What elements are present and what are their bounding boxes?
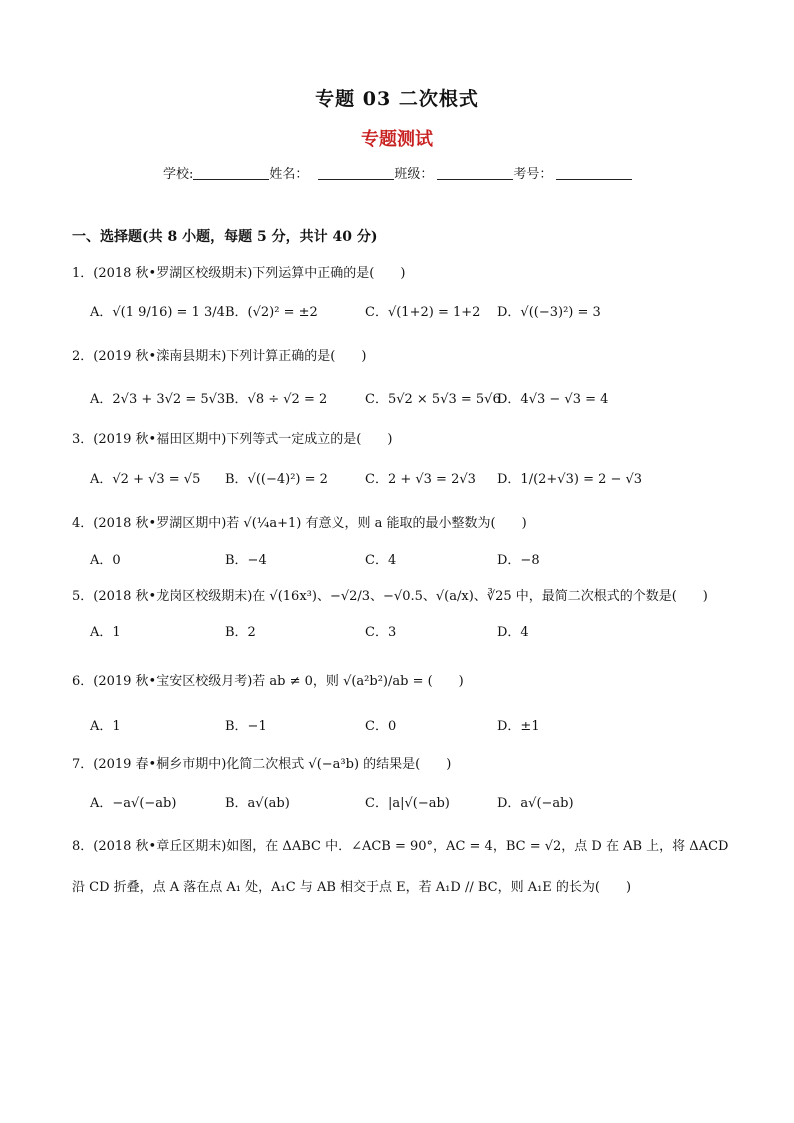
question-1-option-d[interactable]: D．√((−3)²) = 3 xyxy=(497,305,601,320)
section-heading: 一、选择题(共 8 小题，每题 5 分，共计 40 分) xyxy=(72,229,378,245)
question-5-option-c[interactable]: C．3 xyxy=(365,625,397,640)
question-5-option-d[interactable]: D．4 xyxy=(497,625,529,640)
question-4-option-b[interactable]: B．−4 xyxy=(225,553,267,568)
page-title: 专题 03 二次根式 xyxy=(315,88,479,110)
question-1-option-a[interactable]: A．√(1 9/16) = 1 3/4 xyxy=(90,305,225,320)
student-info-line xyxy=(163,163,632,182)
page-subtitle: 专题测试 xyxy=(361,129,433,150)
question-6-option-c[interactable]: C．0 xyxy=(365,719,397,734)
question-5-option-b[interactable]: B．2 xyxy=(225,625,256,640)
name-label: 姓名： xyxy=(269,167,309,182)
question-2-option-a[interactable]: A．2√3 + 3√2 = 5√3 xyxy=(90,392,226,407)
question-3-option-c[interactable]: C．2 + √3 = 2√3 xyxy=(365,472,476,487)
question-6-stem: 6．(2019 秋•宝安区校级月考)若 ab ≠ 0，则 √(a²b²)/ab = ( ) xyxy=(72,674,464,689)
question-6-option-a[interactable]: A．1 xyxy=(90,719,121,734)
question-7-option-c[interactable]: C．|a|√(−ab) xyxy=(365,796,450,811)
question-1-stem: 1．(2018 秋•罗湖区校级期末)下列运算中正确的是( ) xyxy=(72,266,406,281)
class-blank[interactable] xyxy=(437,165,513,180)
question-8-stem-continued: 沿 CD 折叠，点 A 落在点 A₁ 处，A₁C 与 AB 相交于点 E，若 A₁D // BC，则 A₁E 的长为( ) xyxy=(72,880,632,895)
school-label: 学校: xyxy=(163,167,194,182)
question-2-stem: 2．(2019 秋•滦南县期末)下列计算正确的是( ) xyxy=(72,349,367,364)
question-4-option-a[interactable]: A．0 xyxy=(90,553,121,568)
question-5-option-a[interactable]: A．1 xyxy=(90,625,121,640)
question-2-option-c[interactable]: C．5√2 × 5√3 = 5√6 xyxy=(365,392,501,407)
question-2-option-d[interactable]: D．4√3 − √3 = 4 xyxy=(497,392,609,407)
question-3-stem: 3．(2019 秋•福田区期中)下列等式一定成立的是( ) xyxy=(72,432,393,447)
question-7-option-b[interactable]: B．a√(ab) xyxy=(225,796,290,811)
question-3-option-b[interactable]: B．√((−4)²) = 2 xyxy=(225,472,328,487)
question-4-option-c[interactable]: C．4 xyxy=(365,553,397,568)
number-blank[interactable] xyxy=(556,165,632,180)
question-2-option-b[interactable]: B．√8 ÷ √2 = 2 xyxy=(225,392,328,407)
question-1-option-c[interactable]: C．√(1+2) = 1+2 xyxy=(365,305,481,320)
school-blank[interactable] xyxy=(193,165,269,180)
question-1-option-b[interactable]: B．(√2)² = ±2 xyxy=(225,305,318,320)
name-blank[interactable] xyxy=(318,165,394,180)
question-3-option-a[interactable]: A．√2 + √3 = √5 xyxy=(90,472,201,487)
question-6-option-d[interactable]: D．±1 xyxy=(497,719,540,734)
question-5-stem: 5．(2018 秋•龙岗区校级期末)在 √(16x³)、−√2/3、−√0.5、√(a/x)、∛25 中，最简二次根式的个数是( ) xyxy=(72,589,708,604)
question-4-stem: 4．(2018 秋•罗湖区期中)若 √(¼a+1) 有意义，则 a 能取的最小整数为( ) xyxy=(72,516,527,531)
question-7-option-d[interactable]: D．a√(−ab) xyxy=(497,796,574,811)
question-7-option-a[interactable]: A．−a√(−ab) xyxy=(90,796,177,811)
class-label: 班级： xyxy=(394,167,434,182)
question-8-stem: 8．(2018 秋•章丘区期末)如图，在 ΔABC 中．∠ACB = 90°，AC = 4，BC = √2，点 D 在 AB 上，将 ΔACD xyxy=(72,839,729,854)
question-4-option-d[interactable]: D．−8 xyxy=(497,553,540,568)
question-3-option-d[interactable]: D．1/(2+√3) = 2 − √3 xyxy=(497,472,643,487)
question-6-option-b[interactable]: B．−1 xyxy=(225,719,267,734)
question-7-stem: 7．(2019 春•桐乡市期中)化简二次根式 √(−a³b) 的结果是( ) xyxy=(72,757,452,772)
number-label: 考号： xyxy=(513,167,553,182)
